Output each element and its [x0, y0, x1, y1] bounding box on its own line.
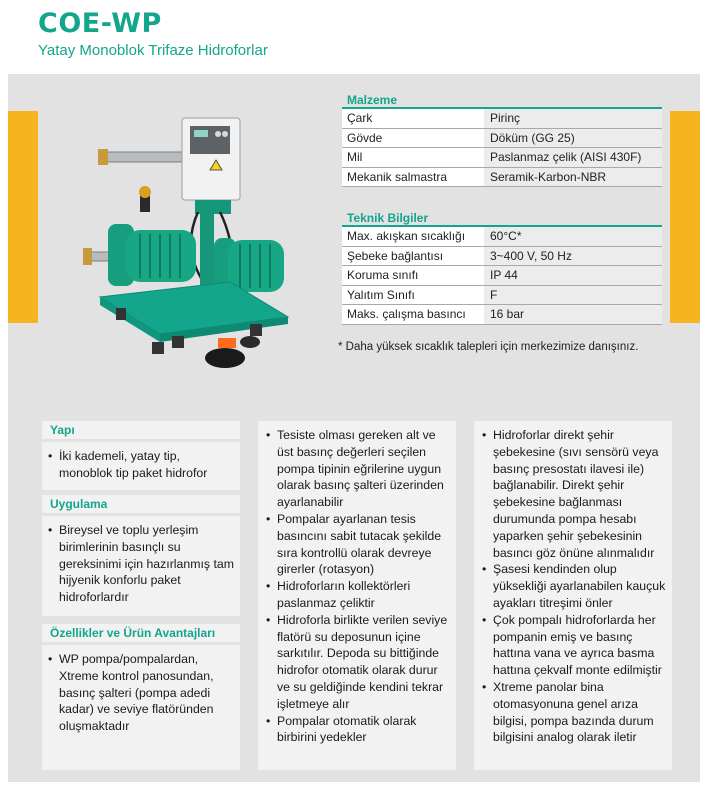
product-image: [80, 112, 295, 374]
list-item: • Şasesi kendinden olup yüksekliği ayarlanabilen kauçuk ayakları titreşimi önler: [482, 561, 668, 611]
spec-key: Mil: [342, 148, 484, 167]
features-column-2: [258, 421, 456, 770]
spec-value: 16 bar: [484, 305, 662, 324]
list-item: • Bireysel ve toplu yerleşim birimlerinin basınçlı su gereksinimi için hazırlanmış tam hijyenik konforlu paket hidroforlardır: [48, 522, 234, 606]
spec-value: Seramik-Karbon-NBR: [484, 168, 662, 187]
spec-value: 60°C*: [484, 227, 662, 246]
spec-key: Yalıtım Sınıfı: [342, 286, 484, 305]
spec-row: [342, 227, 662, 247]
spec-row: [342, 129, 662, 149]
spec-row: [342, 168, 662, 188]
list-item: • Tesiste olması gereken alt ve üst basınç değerleri seçilen pompa tipinin eğrilerine uygun olarak basınç şalteri üzerinden ayarlanabilir: [266, 427, 452, 511]
spec-footnote: * Daha yüksek sıcaklık talepleri için merkezimize danışınız.: [338, 341, 639, 353]
spec-key: Max. akışkan sıcaklığı: [342, 227, 484, 246]
features-column-3: [474, 421, 672, 770]
list-item: • Hidroforla birlikte verilen seviye flatörü su deposunun içine sarkıtılır. Depoda su bittiğinde hidrofor otomatik olarak durur ve su geldiğinde kendini tekrar işletmeye alır: [266, 612, 452, 713]
section-heading-yapi: Yapı: [42, 421, 240, 439]
spec-key: Maks. çalışma basıncı: [342, 305, 484, 324]
spec-row: [342, 286, 662, 306]
list-item: • Pompalar otomatik olarak birbirini yedekler: [266, 713, 452, 747]
spec-value: 3~400 V, 50 Hz: [484, 247, 662, 266]
list-item: • Hidroforların kollektörleri paslanmaz çeliktir: [266, 578, 452, 612]
spec-row: [342, 109, 662, 129]
teknik-table: [342, 210, 662, 325]
page-title: COE-WP: [38, 8, 162, 39]
spec-value: F: [484, 286, 662, 305]
spec-key: Çark: [342, 109, 484, 128]
spec-key: Koruma sınıfı: [342, 266, 484, 285]
list-item: • WP pompa/pompalardan, Xtreme kontrol panosundan, basınç şalteri (pompa adedi kadar) ve seviye flatöründen oluşmaktadır: [48, 651, 234, 735]
spec-key: Mekanik salmastra: [342, 168, 484, 187]
spec-row: [342, 266, 662, 286]
list-item: • Pompalar ayarlanan tesis basıncını sabit tutacak şekilde sıra kontrollü olarak devreye girerler (rotasyon): [266, 511, 452, 578]
spec-value: IP 44: [484, 266, 662, 285]
spec-value: Döküm (GG 25): [484, 129, 662, 148]
ozellikler-box: [42, 645, 240, 770]
left-accent-tab: [8, 111, 38, 323]
spec-key: Şebeke bağlantısı: [342, 247, 484, 266]
list-item: • İki kademeli, yatay tip, monoblok tip paket hidrofor: [48, 448, 234, 482]
teknik-heading: Teknik Bilgiler: [342, 210, 662, 227]
right-accent-tab: [670, 111, 700, 323]
section-heading-ozellikler: Özellikler ve Ürün Avantajları: [42, 624, 240, 642]
spec-value: Pirinç: [484, 109, 662, 128]
spec-row: [342, 247, 662, 267]
yapi-box: [42, 442, 240, 490]
spec-row: [342, 305, 662, 325]
spec-value: Paslanmaz çelik (AISI 430F): [484, 148, 662, 167]
page-subtitle: Yatay Monoblok Trifaze Hidroforlar: [38, 42, 268, 59]
list-item: • Xtreme panolar bina otomasyonuna genel arıza bilgisi, pompa bazında durum bilgisini analog olarak iletir: [482, 679, 668, 746]
list-item: • Hidroforlar direkt şehir şebekesine (sıvı sensörü veya basınç presostatı ilavesi ile) bağlanabilir. Direkt şehir şebekesine bağlanması durumunda pompa hesabı yaparken şehir şebekesinin basıncı göz önüne alınmalıdır: [482, 427, 668, 561]
section-heading-uygulama: Uygulama: [42, 495, 240, 513]
spec-key: Gövde: [342, 129, 484, 148]
spec-row: [342, 148, 662, 168]
malzeme-table: [342, 92, 662, 187]
malzeme-heading: Malzeme: [342, 92, 662, 109]
uygulama-box: [42, 516, 240, 616]
list-item: • Çok pompalı hidroforlarda her pompanin emiş ve basınç hattına vana ve ayrıca basma hattına çekvalf monte edilmiştir: [482, 612, 668, 679]
